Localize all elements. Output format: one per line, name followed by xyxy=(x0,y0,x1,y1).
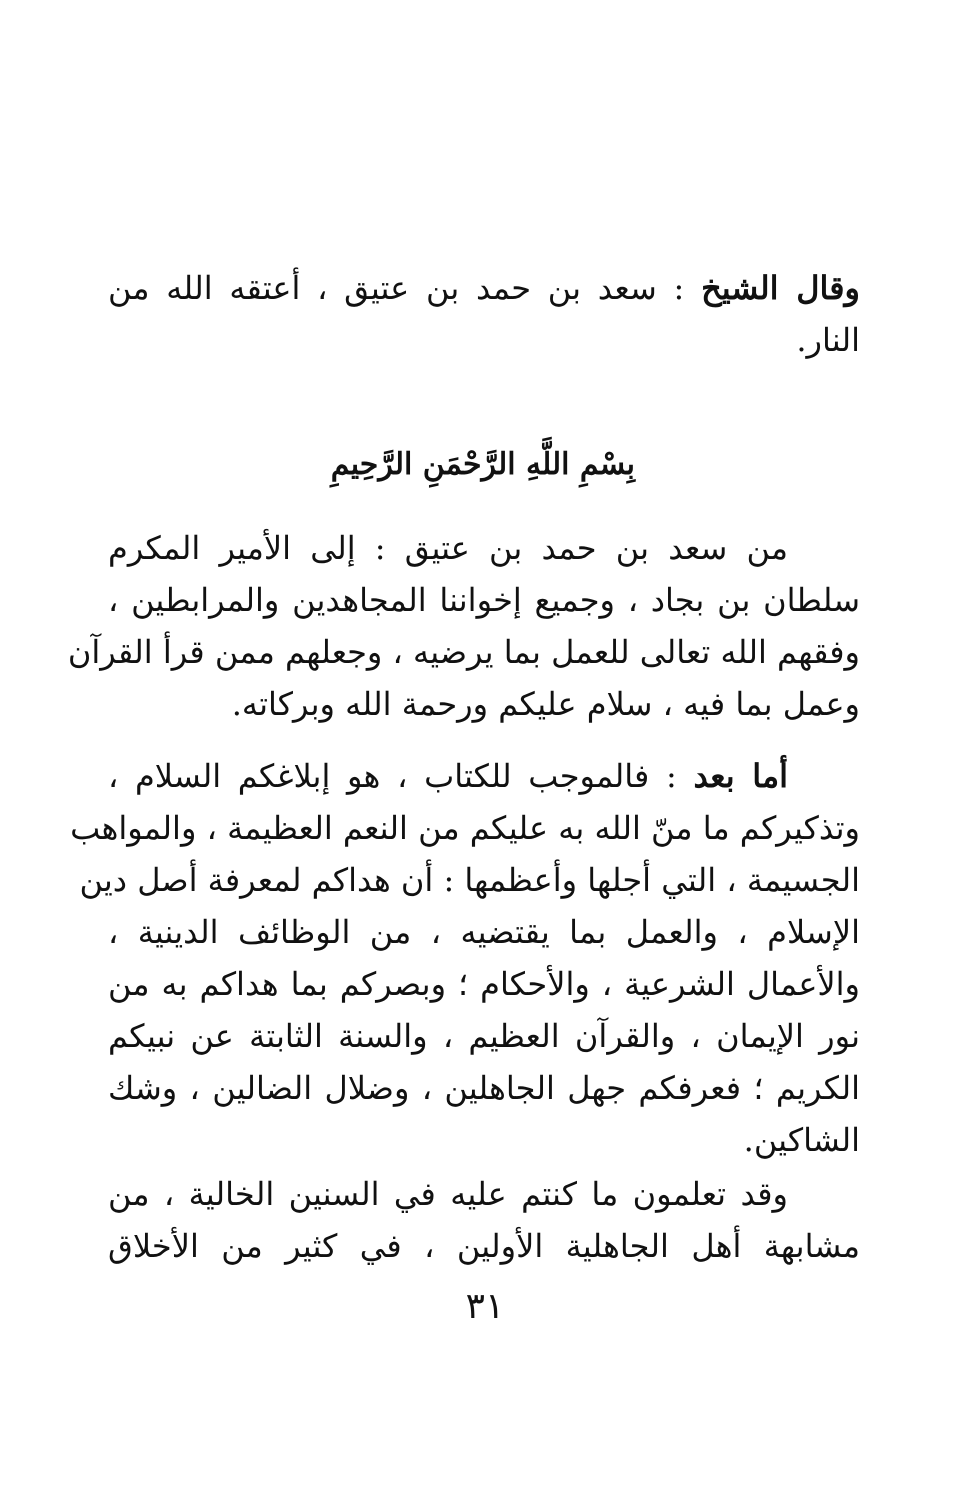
paragraph2-line-5: والأعمال الشرعية ، والأحكام ؛ وبصركم بما هداكم به من xyxy=(108,965,860,1003)
speaker-name: وقال الشيخ xyxy=(701,269,861,307)
intro-line-1-text: : سعد بن حمد بن عتيق ، أعتقه الله من xyxy=(108,269,702,307)
paragraph2-line-1-text: : فالموجب للكتاب ، هو إبلاغكم السلام ، xyxy=(108,757,694,795)
intro-line-2: النار. xyxy=(796,321,860,359)
letter-opening-paragraph xyxy=(67,522,860,730)
intro-line-1 xyxy=(108,262,860,314)
paragraph1-line-4: وعمل بما فيه ، سلام عليكم ورحمة الله وبركاته. xyxy=(231,685,860,723)
basmala-heading: بِسْمِ اللَّهِ الرَّحْمَنِ الرَّحِيمِ xyxy=(330,447,635,482)
paragraph3-line-1: وقد تعلمون ما كنتم عليه في السنين الخالية ، من xyxy=(108,1175,788,1213)
page-number: ٣١ xyxy=(465,1286,505,1327)
paragraph2-line-4: الإسلام ، والعمل بما يقتضيه ، من الوظائف الدينية ، xyxy=(108,913,861,951)
paragraph1-line-1: من سعد بن حمد بن عتيق : إلى الأمير المكرم xyxy=(108,529,788,567)
paragraph3-line-2: مشابهة أهل الجاهلية الأولين ، في كثير من الأخلاق xyxy=(108,1227,860,1265)
paragraph2-line-6: نور الإيمان ، والقرآن العظيم ، والسنة الثابتة عن نبيكم xyxy=(108,1017,860,1055)
paragraph2-line-3: الجسيمة ، التي أجلها وأعظمها : أن هداكم لمعرفة أصل دين xyxy=(79,861,860,899)
paragraph2-line-7: الكريم ؛ فعرفكم جهل الجاهلين ، وضلال الضالين ، وشك xyxy=(108,1069,860,1107)
paragraph2-lead: أما بعد xyxy=(693,757,789,795)
paragraph1-line-3: وفقهم الله تعالى للعمل بما يرضيه ، وجعلهم ممن قرأ القرآن xyxy=(67,633,860,671)
paragraph2-line-8: الشاكين. xyxy=(743,1121,860,1159)
letter-continuation-paragraph xyxy=(108,1168,860,1272)
paragraph2-line-2: وتذكيركم ما منّ الله به عليكم من النعم العظيمة ، والمواهب xyxy=(70,809,860,847)
paragraph2-line-1 xyxy=(108,750,860,802)
letter-body-paragraph xyxy=(70,750,861,1166)
paragraph1-line-2: سلطان بن بجاد ، وجميع إخواننا المجاهدين والمرابطين ، xyxy=(108,581,860,619)
intro-paragraph xyxy=(108,262,860,366)
